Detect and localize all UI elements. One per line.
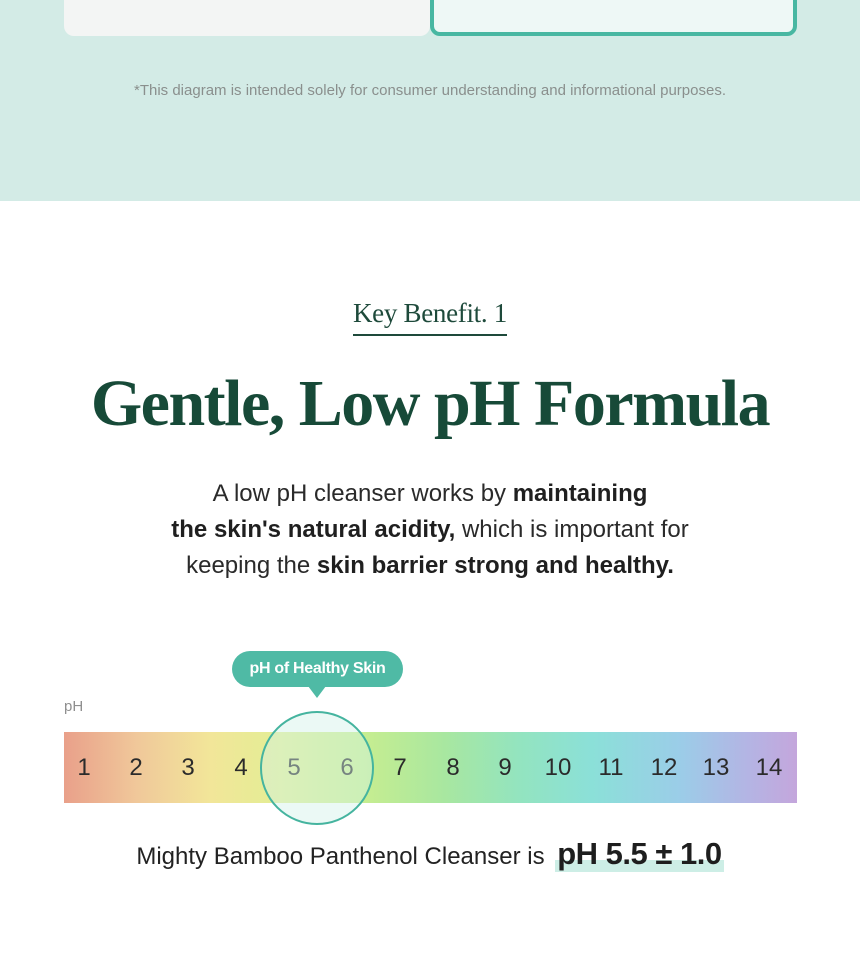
ph-value: 3 (181, 754, 195, 781)
key-benefit-wrapper (0, 298, 860, 336)
ph-value: 6 (340, 754, 354, 781)
headline: Gentle, Low pH Formula (90, 367, 770, 440)
top-info-band (0, 0, 860, 201)
ph-value: 12 (650, 754, 678, 781)
tooltip-pointer (308, 686, 326, 698)
ph-value: 2 (129, 754, 143, 781)
desc-line3-normal: keeping the (186, 552, 317, 579)
result-ph-value: pH 5.5 ± 1.0 (557, 836, 722, 871)
ph-value: 9 (498, 754, 512, 781)
description (0, 476, 860, 584)
desc-line1-normal: A low pH cleanser works by (212, 480, 513, 507)
key-benefit-label: Key Benefit. 1 (353, 298, 507, 336)
healthy-skin-range-circle (260, 711, 374, 825)
ph-value: 10 (544, 754, 572, 781)
comparison-card-right (430, 0, 797, 36)
healthy-skin-tooltip: pH of Healthy Skin (232, 651, 403, 687)
product-ph-result (0, 836, 860, 872)
ph-value: 1 (77, 754, 91, 781)
comparison-card-left (64, 0, 430, 36)
ph-value: 14 (755, 754, 783, 781)
desc-line2-normal: which is important for (455, 516, 689, 543)
disclaimer-text: *This diagram is intended solely for consumer understanding and informational purposes. (134, 82, 726, 99)
ph-value: 11 (598, 754, 624, 781)
ph-value: 8 (446, 754, 460, 781)
result-text: Mighty Bamboo Panthenol Cleanser is (136, 843, 552, 870)
ph-value: 5 (287, 754, 301, 781)
desc-line3-bold: skin barrier strong and healthy. (316, 552, 674, 579)
ph-value: 7 (393, 754, 407, 781)
desc-line1-bold: maintaining (512, 480, 648, 507)
ph-axis-label: pH (64, 698, 84, 715)
ph-scale-bar (64, 732, 797, 803)
desc-line2-bold: the skin's natural acidity, (171, 516, 456, 543)
ph-value: 13 (702, 754, 730, 781)
ph-value: 4 (234, 754, 248, 781)
